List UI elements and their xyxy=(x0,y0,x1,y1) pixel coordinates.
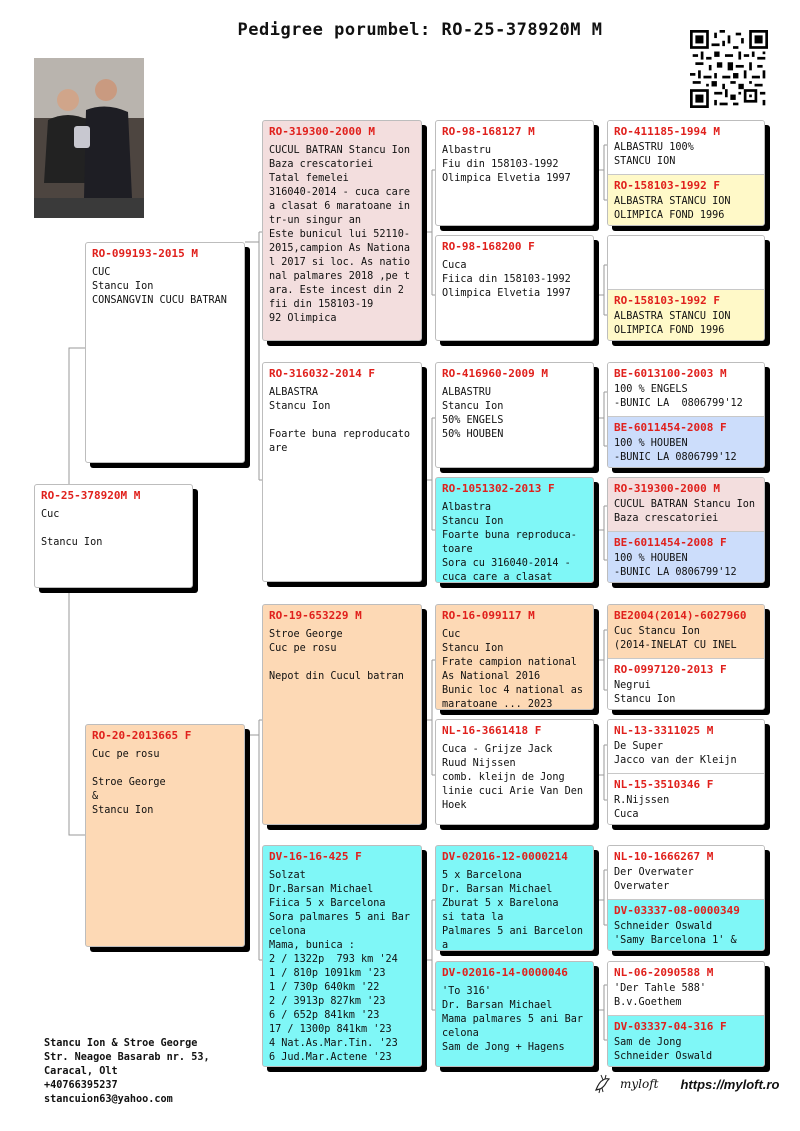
ring-id: RO-411185-1994 M xyxy=(614,125,720,138)
ring-id: DV-16-16-425 F xyxy=(269,850,362,863)
g4-entry xyxy=(608,658,764,710)
card-root[interactable] xyxy=(34,484,193,588)
ring-id: RO-1051302-2013 F xyxy=(442,482,555,495)
card-g4-pair-1[interactable] xyxy=(607,120,765,226)
card-text: Solzat Dr.Barsan Michael Fiica 5 x Barcelona Sora palmares 5 ani Barcelona Mama, bunica : 2 / 1322p 793 km '24 1 / 810p 1091km '23 1 / 730p 640km '22 2 / 3913p 827km '23 6 / 652p 841km '23 17 / 1300p 841km '23 4 Nat.As.Mar.Tin. '23 6 Jud.Mar.Actene '23 xyxy=(269,870,411,1063)
card-text: 100 % ENGELS -BUNIC LA 0806799'12 xyxy=(614,384,743,409)
g4-entry xyxy=(608,1015,764,1067)
card-text: De Super Jacco van der Kleijn xyxy=(614,741,737,766)
ring-id: NL-15-3510346 F xyxy=(614,778,714,791)
card-text: Negrui Stancu Ion xyxy=(614,680,676,705)
card-g2-1[interactable] xyxy=(262,120,422,341)
card-g3-3[interactable] xyxy=(435,362,594,468)
ring-id: NL-06-2090588 M xyxy=(614,966,714,979)
card-text: R.Nijssen Cuca xyxy=(614,795,670,820)
card-text: Cuc Stancu Ion (2014-INELAT CU INEL xyxy=(614,626,737,651)
g4-entry xyxy=(608,605,764,665)
ring-id: BE-6013100-2003 M xyxy=(614,367,727,380)
card-text: ALBASTRA Stancu Ion Foarte buna reproducatoare xyxy=(269,387,411,454)
ring-id: DV-03337-04-316 F xyxy=(614,1020,727,1033)
brand-url-link[interactable]: https://myloft.ro xyxy=(680,1076,780,1092)
card-g2-3[interactable] xyxy=(262,604,422,825)
ring-id: RO-158103-1992 F xyxy=(614,179,720,192)
card-g4-pair-7[interactable] xyxy=(607,845,765,951)
card-g3-6[interactable] xyxy=(435,719,594,825)
g4-entry xyxy=(608,720,764,780)
g4-entry xyxy=(608,846,764,906)
card-text: 100 % HOUBEN -BUNIC LA 0806799'12 xyxy=(614,553,737,578)
card-text: 100 % HOUBEN -BUNIC LA 0806799'12 xyxy=(614,438,737,463)
card-text: CUCUL BATRAN Stancu Ion Baza crescatoriei xyxy=(614,499,756,524)
ring-id: RO-25-378920M M xyxy=(41,489,141,502)
ring-id: NL-16-3661418 F xyxy=(442,724,542,737)
card-text: Cuc pe rosu Stroe George & Stancu Ion xyxy=(92,749,166,816)
card-g3-5[interactable] xyxy=(435,604,594,710)
ring-id: DV-02016-12-0000214 xyxy=(442,850,568,863)
card-text: Stroe George Cuc pe rosu Nepot din Cucul batran xyxy=(269,629,404,682)
card-g4-pair-6[interactable] xyxy=(607,719,765,825)
card-text: ALBASTRA STANCU ION OLIMPICA FOND 1996 xyxy=(614,196,731,221)
brand-logo-text: myloft xyxy=(620,1077,659,1091)
ring-id: RO-0997120-2013 F xyxy=(614,663,727,676)
g4-entry xyxy=(608,773,764,825)
g4-entry xyxy=(608,174,764,226)
card-g3-8[interactable] xyxy=(435,961,594,1067)
ring-id: RO-319300-2000 M xyxy=(614,482,720,495)
card-text: Cuca Fiica din 158103-1992 Olimpica Elvetia 1997 xyxy=(442,260,571,299)
g4-entry xyxy=(608,478,764,538)
brand xyxy=(594,1074,779,1094)
card-text: CUC Stancu Ion CONSANGVIN CUCU BATRAN xyxy=(92,267,227,306)
ring-id: RO-16-099117 M xyxy=(442,609,535,622)
card-text: 'To 316' Dr. Barsan Michael Mama palmares 5 ani Barcelona Sam de Jong + Hagens xyxy=(442,986,584,1053)
card-g4-pair-3[interactable] xyxy=(607,362,765,468)
ring-id: BE2004(2014)-6027960 xyxy=(614,609,747,622)
ring-id: BE-6011454-2008 F xyxy=(614,536,727,549)
card-g3-1[interactable] xyxy=(435,120,594,226)
card-text: Schneider Oswald 'Samy Barcelona 1' & xyxy=(614,921,737,946)
card-dam[interactable] xyxy=(85,724,245,947)
g4-entry xyxy=(608,236,764,296)
card-g3-7[interactable] xyxy=(435,845,594,951)
ring-id: NL-10-1666267 M xyxy=(614,850,714,863)
card-text: Der Overwater Overwater xyxy=(614,867,694,892)
ring-id: NL-13-3311025 M xyxy=(614,724,714,737)
card-g4-pair-2[interactable] xyxy=(607,235,765,341)
card-text: 'Der Tahle 588' B.v.Goethem xyxy=(614,983,707,1008)
card-text: Albastru Fiu din 158103-1992 Olimpica Elvetia 1997 xyxy=(442,145,571,184)
ring-id: RO-158103-1992 F xyxy=(614,294,720,307)
page-title: Pedigree porumbel: RO-25-378920M M xyxy=(237,20,603,40)
ring-id: RO-20-2013665 F xyxy=(92,729,192,742)
card-g3-4[interactable] xyxy=(435,477,594,583)
g4-entry xyxy=(608,962,764,1022)
card-g4-pair-5[interactable] xyxy=(607,604,765,710)
card-text: ALBASTRA STANCU ION OLIMPICA FOND 1996 xyxy=(614,311,731,336)
pigeon-logo-icon xyxy=(594,1074,612,1094)
card-text: 5 x Barcelona Dr. Barsan Michael Zburat 5 x Barelona si tata la Palmares 5 ani Barcelona xyxy=(442,870,584,951)
ring-id: RO-98-168200 F xyxy=(442,240,535,253)
card-g2-2[interactable] xyxy=(262,362,422,582)
g4-entry xyxy=(608,121,764,181)
ring-id: DV-03337-08-0000349 xyxy=(614,904,740,917)
card-g3-2[interactable] xyxy=(435,235,594,341)
g4-entry xyxy=(608,289,764,341)
card-g2-4[interactable] xyxy=(262,845,422,1067)
card-text: ALBASTRU 100% STANCU ION xyxy=(614,142,694,167)
card-sire[interactable] xyxy=(85,242,245,463)
ring-id: RO-319300-2000 M xyxy=(269,125,375,138)
card-text: Albastra Stancu Ion Foarte buna reproduca- toare Sora cu 316040-2014 - cuca care a clasat xyxy=(442,502,577,583)
g4-entry xyxy=(608,416,764,468)
card-g4-pair-4[interactable] xyxy=(607,477,765,583)
g4-entry xyxy=(608,899,764,951)
card-text: CUCUL BATRAN Stancu Ion Baza crescatoriei Tatal femelei 316040-2014 - cuca care a clasat 6 maratoane intr-un singur an Este bunicul lui 52110-2015,campion As National 2017 si loc. As national palmares 2018 ,pe tara. Este incest din 2 fii din 158103-19 92 Olimpica xyxy=(269,145,411,324)
card-text: Cuc Stancu Ion xyxy=(41,509,103,548)
ring-id: RO-19-653229 M xyxy=(269,609,362,622)
card-text: Cuc Stancu Ion Frate campion national As National 2016 Bunic loc 4 national as maratoane ... 2023 xyxy=(442,629,584,710)
ring-id: DV-02016-14-0000046 xyxy=(442,966,568,979)
g4-entry xyxy=(608,363,764,423)
card-text: ALBASTRU Stancu Ion 50% ENGELS 50% HOUBEN xyxy=(442,387,504,440)
card-g4-pair-8[interactable] xyxy=(607,961,765,1067)
ring-id: RO-316032-2014 F xyxy=(269,367,375,380)
ring-id: RO-099193-2015 M xyxy=(92,247,198,260)
g4-entry xyxy=(608,531,764,583)
owner-contact: Stancu Ion & Stroe George Str. Neagoe Basarab nr. 53, Caracal, Olt +40766395237 stancuion63@yahoo.com xyxy=(44,1038,210,1105)
ring-id: RO-416960-2009 M xyxy=(442,367,548,380)
card-text: Sam de Jong Schneider Oswald xyxy=(614,1037,713,1062)
ring-id: RO-98-168127 M xyxy=(442,125,535,138)
card-text: Cuca - Grijze Jack Ruud Nijssen comb. kleijn de Jong linie cuci Arie Van Den Hoek xyxy=(442,744,584,811)
ring-id: BE-6011454-2008 F xyxy=(614,421,727,434)
